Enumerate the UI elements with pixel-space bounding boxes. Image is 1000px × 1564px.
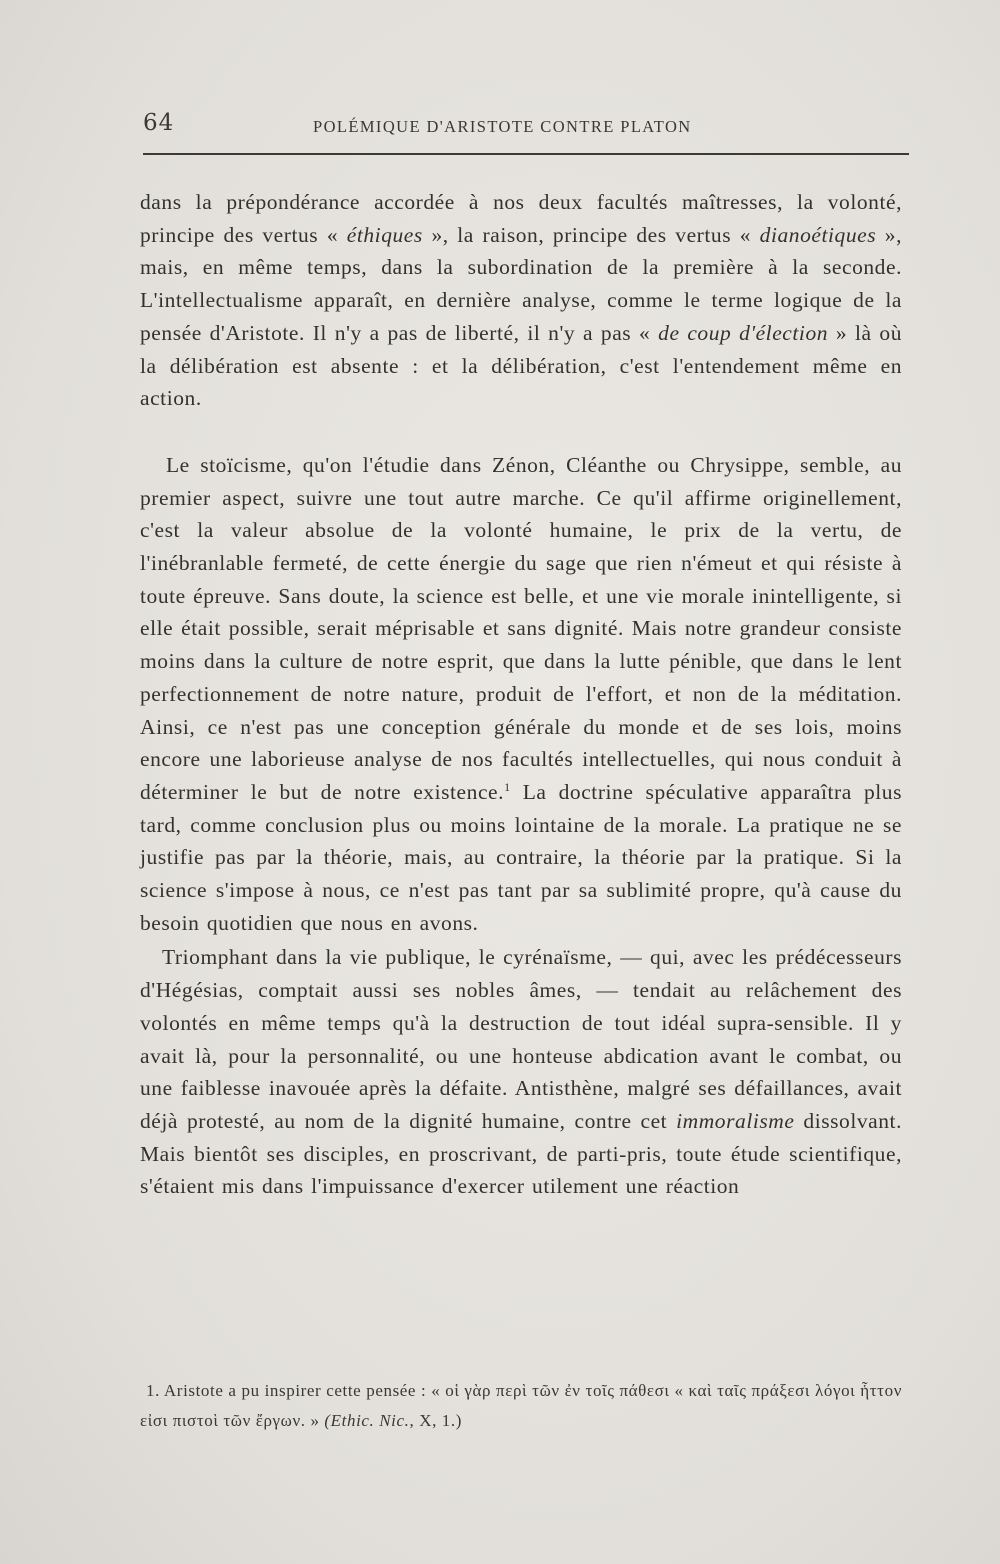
footnote-text <box>140 1376 902 1436</box>
text-run: Le stoïcisme, qu'on l'étudie dans Zénon, Cléanthe ou Chrysippe, semble, au premier aspect, suivre une tout autre marche. Ce qu'il affirme originellement, c'est la valeur absolue de la volonté humaine, le prix de la vertu, de l'inébranlable fermeté, de cette énergie du sage que rien n'émeut et qui résiste à toute épreuve. Sans doute, la science est belle, et une vie morale inintelligente, si elle était possible, serait méprisable et sans dignité. Mais notre grandeur consiste moins dans la culture de notre esprit, que dans la lutte pénible, que dans le lent perfectionnement de notre nature, produit de l'effort, et non de la méditation. Ainsi, ce n'est pas une conception générale du monde et de ses lois, moins encore une laborieuse analyse de nos facultés intellectuelles, qui nous conduit à déterminer le but de notre existence. <box>140 452 902 804</box>
text-run: », la raison, principe des vertus « <box>422 222 760 247</box>
text-run: dans la prépondérance accordée à nos deux facultés maîtresses, la volonté, principe des vertus « <box>140 190 902 247</box>
italic-text: dianoétiques <box>759 222 877 247</box>
italic-text: immoralisme <box>676 1108 795 1133</box>
footnote <box>140 1376 902 1436</box>
page-header <box>143 108 909 148</box>
paragraph <box>140 449 902 940</box>
paragraph <box>140 941 902 1203</box>
italic-text: (Ethic. Nic. <box>324 1411 410 1430</box>
text-run: », mais, en même temps, dans la subordination de la première à la seconde. L'intellectualisme apparaît, en dernière analyse, comme le terme logique de la pensée d'Aristote. Il n'y a pas de liberté, il n'y a pas « <box>140 222 902 345</box>
text-run: La doctrine spéculative apparaîtra plus tard, comme conclusion plus ou moins lointaine de la morale. La pratique ne se justifie pas par la théorie, mais, au contraire, la théorie par la pratique. Si la science s'impose à nous, ce n'est pas tant par sa sublimité propre, qu'à cause du besoin quotidien que nous en avons. <box>140 779 902 935</box>
italic-text: de coup d'élection <box>658 320 829 345</box>
text-run: Triomphant dans la vie publique, le cyrénaïsme, — qui, avec les prédécesseurs d'Hégésias, comptait aussi ses nobles âmes, — tendait au relâchement des volontés en même temps qu'à la destruction de tout idéal supra-sensible. Il y avait là, pour la personnalité, ou une honteuse abdication avant le combat, ou une faiblesse inavouée après la défaite. Antisthène, malgré ses défaillances, avait déjà protesté, au nom de la dignité humaine, contre cet <box>140 945 902 1133</box>
italic-text: éthiques <box>346 222 423 247</box>
main-text <box>140 186 902 1203</box>
text-run: , X, 1.) <box>409 1411 463 1430</box>
text-run: Aristote a pu inspirer cette pensée : « οἱ γὰρ περὶ τῶν ἐν τοῖς πάθεσι « καὶ ταῖς πράξεσι λόγοι ἧττον εἰσι πιστοὶ τῶν ἔργων. » <box>140 1381 902 1430</box>
footnote-number: 1. <box>146 1381 160 1400</box>
footnote-reference: 1 <box>504 779 511 794</box>
running-title: POLÉMIQUE D'ARISTOTE CONTRE PLATON <box>313 117 692 136</box>
header-rule <box>143 153 909 155</box>
text-run: » là où la délibération est absente : et la délibération, c'est l'entendement même en action. <box>140 320 902 411</box>
text-run: dissolvant. Mais bientôt ses disciples, en proscrivant, de parti-pris, toute étude scientifique, s'étaient mis dans l'impuissance d'exercer utilement une réaction <box>140 1108 903 1199</box>
paragraph <box>140 186 902 415</box>
footnote-body <box>140 1381 902 1430</box>
page-number: 64 <box>143 110 175 136</box>
